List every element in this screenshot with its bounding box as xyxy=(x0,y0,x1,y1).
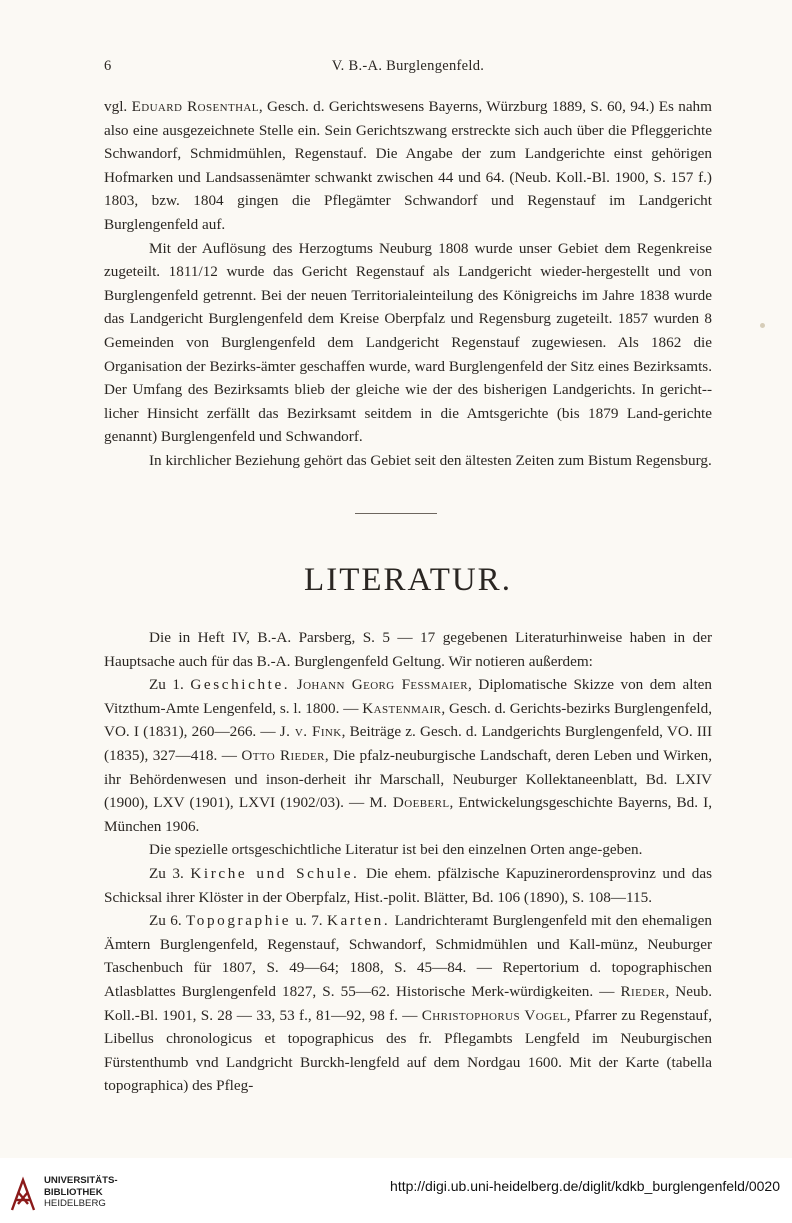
text-run: , Neub. Koll.-Bl. 1901, S. 28 — 33, 53 f., 81—92, 98 f. — xyxy=(104,982,713,1024)
text-run: , Diplomatische Skizze von dem alten Vitzthum-Amte Lengenfeld, s. l. 1800. — xyxy=(104,676,713,717)
footer-bar xyxy=(0,1158,792,1223)
spaced-subject-label: Geschichte. xyxy=(190,676,291,694)
author-name: Johann Georg Fessmaier xyxy=(296,676,469,694)
library-line-1: UNIVERSITÄTS- xyxy=(44,1175,118,1186)
literature-heading: LITERATUR. xyxy=(304,562,512,598)
paragraph-3: In kirchlicher Beziehung gehört das Gebiet seit den ältesten Zeiten zum Bistum Regensburg. xyxy=(149,451,712,469)
source-url-link[interactable]: http://digi.ub.uni-heidelberg.de/diglit/kdkb_burglengenfeld/0020 xyxy=(390,1178,780,1194)
author-name: Otto Rieder xyxy=(241,746,325,764)
author-name: Eduard Rosenthal xyxy=(131,98,259,115)
literature-item-history xyxy=(104,673,712,838)
literature-item-topography xyxy=(104,909,712,1098)
paper-speck xyxy=(760,323,765,328)
library-name xyxy=(44,1175,118,1210)
spaced-subject-label: Kirche und Schule. xyxy=(190,864,360,882)
text-run: Zu 1. xyxy=(149,676,191,694)
paragraph-2: Mit der Auflösung des Herzogtums Neuburg 1808 wurde unser Gebiet dem Regenkreise zugeteilt. 1811/12 wurde das Gericht Regenstauf als Landgericht wieder-hergestellt und von Burglengenfeld getrennt. Bei der neuen Territorialeinteilung des Königreichs im Jahre 1838 wurde das Landgericht Burglengenfeld dem Kreise Oberpfalz und Regensburg zugeteilt. 1857 wurden 8 Gemeinden von Burglengenfeld dem Landgericht Regenstauf zugewiesen. Als 1862 die Organisation der Bezirks-ämter geschaffen wurde, ward Burglengenfeld der Sitz eines Bezirksamts. Der Umfang des Bezirksamts blieb der gleiche wie der des bisherigen Landgerichts. In gericht-licher Hinsicht zerfällt das Bezirksamt seitdem in die Amtsgerichte (bis 1879 Land-gerichte genannt) Burglengenfeld und Schwandorf. xyxy=(104,239,712,446)
text-run: , Beiträge z. Gesch. d. Landgerichts Burglengenfeld, VO. III (1835), 327—418. — xyxy=(104,723,712,764)
text-run: Zu 6. xyxy=(149,912,186,930)
literature-item-church xyxy=(104,862,712,909)
text-run: vgl. xyxy=(104,98,132,115)
text-run: u. 7. xyxy=(291,912,327,930)
text-run: , Gesch. d. Gerichts-bezirks Burglengenfeld, VO. I (1831), 260—266. — xyxy=(104,699,712,741)
university-seal-icon[interactable] xyxy=(8,1174,38,1214)
paragraph-1 xyxy=(104,95,712,237)
author-name: M. Doeberl xyxy=(369,794,450,812)
page-number: 6 xyxy=(104,58,112,74)
text-run: Zu 3. xyxy=(149,864,191,882)
author-name: Kastenmair xyxy=(362,699,442,717)
spaced-subject-label: Karten. xyxy=(326,912,391,930)
literature-text xyxy=(104,626,712,1098)
text-run: Landrichteramt Burglengenfeld mit den ehemaligen Ämtern Burglengenfeld, Regenstauf, Schwandorf, Schmidmühlen und Kall-münz, Neuburger Taschenbuch für 1807, S. 49—64; 1808, S. 45—84. — Repertorium d. topographischen Atlasblattes Burglengenfeld 1827, S. 55—62. Historische Merk-würdigkeiten. — xyxy=(104,912,713,1000)
text-run: , Pfarrer zu Regenstauf, Libellus chronologicus et topographicus des fr. Pflegambts Lengfeld im Neuburgischen Fürstenthumb vnd Landgricht Burckh-lengfeld auf dem Nordgau 1600. Mit der Karte (tabella topographica) des Pfleg- xyxy=(104,1006,712,1095)
running-header xyxy=(104,58,712,78)
running-title: V. B.-A. Burglengenfeld. xyxy=(331,58,485,74)
text-run: Die ehem. pfälzische Kapuzinerordensprovinz und das Schicksal ihrer Klöster in der Oberpfalz, Hist.-polit. Blätter, Bd. 106 (1890), S. 108—115. xyxy=(104,864,712,906)
section-intro-text xyxy=(104,95,712,473)
text-run: , Die pfalz-neuburgische Landschaft, deren Leben und Wirken, ihr Behördenwesen und inson-derheit ihr Marschall, Neuburger Kollektaneenblatt, Bd. LXIV (1900), LXV (1901), LXVI (1902/03). — xyxy=(104,746,712,812)
author-name: Christophorus Vogel xyxy=(421,1006,567,1024)
text-run: , Entwickelungsgeschichte Bayerns, Bd. I, München 1906. xyxy=(104,794,712,835)
author-name: Rieder xyxy=(620,982,666,1000)
text-run: , Gesch. d. Gerichtswesens Bayerns, Würzburg 1889, S. 60, 94.) Es nahm also eine ausgezeichnete Stelle ein. Sein Gerichtszwang erstreckte sich auch über die Pfleggerichte Schwandorf, Schmidmühlen, Regenstauf. Die Angabe der zum Landgerichte einst gehörigen Hofmarken und Landsassenämter schwankt zwischen 44 und 64. (Neub. Koll.-Bl. 1900, S. 157 f.) 1803, bzw. 1804 gingen die Pflegämter Schwandorf und Regenstauf im Landgericht Burglengenfeld auf. xyxy=(104,98,712,233)
section-divider xyxy=(355,513,437,514)
literature-intro: Die in Heft IV, B.-A. Parsberg, S. 5 — 17 gegebenen Literaturhinweise haben in der Hauptsache auch für das B.-A. Burglengenfeld Geltung. Wir notieren außerdem: xyxy=(104,629,712,670)
library-line-2: BIBLIOTHEK xyxy=(44,1186,103,1198)
spaced-subject-label: Topographie xyxy=(185,912,292,930)
library-line-3: HEIDELBERG xyxy=(44,1198,106,1209)
literature-item-history-note: Die spezielle ortsgeschichtliche Literatur ist bei den einzelnen Orten ange-geben. xyxy=(149,841,643,859)
author-name: J. v. Fink xyxy=(279,723,342,741)
